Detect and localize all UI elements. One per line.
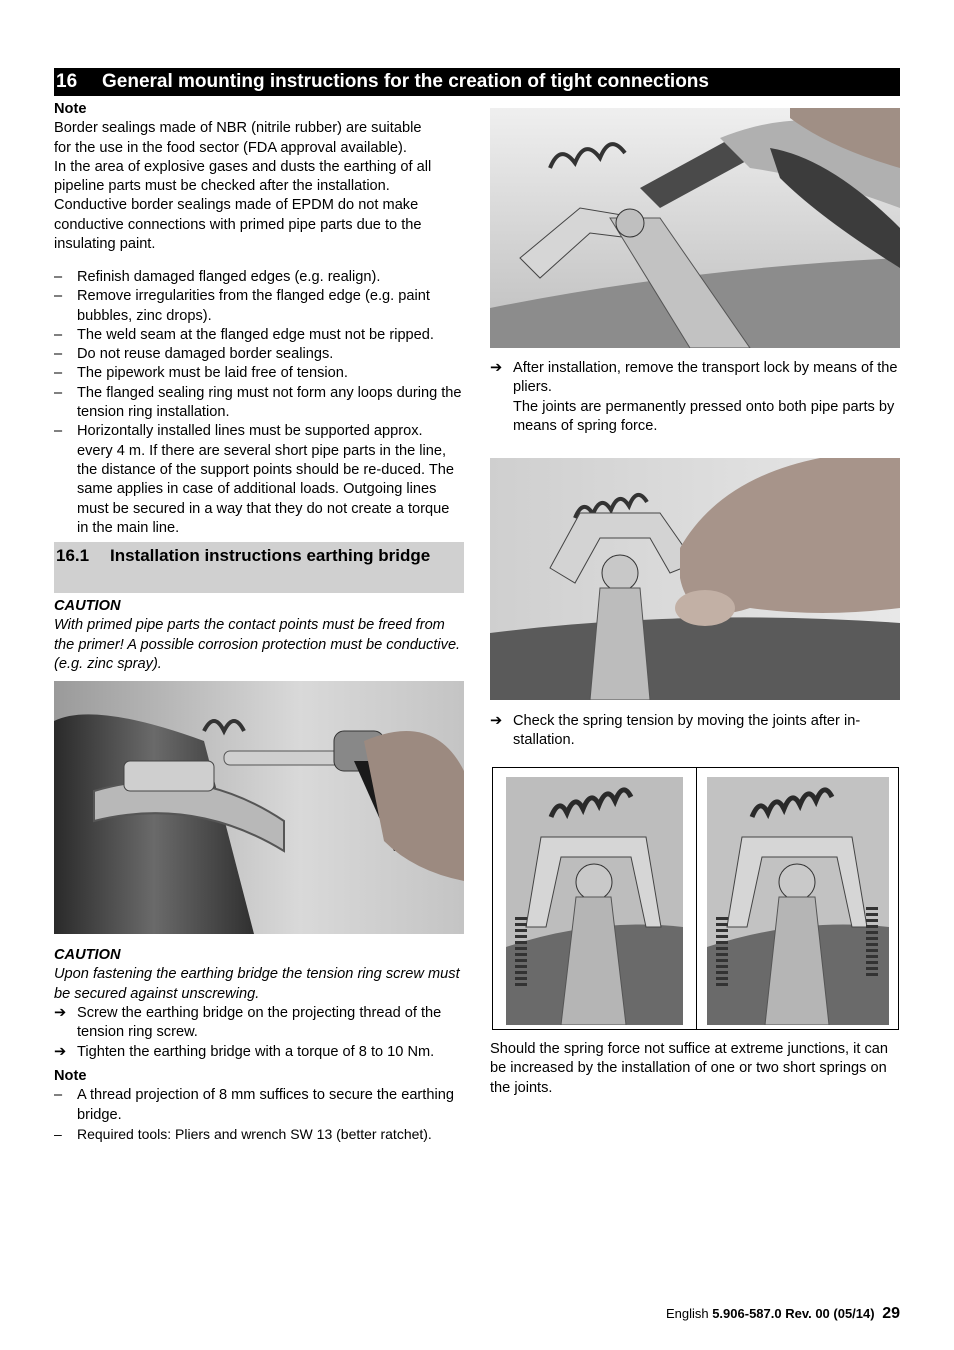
spring-check-photo: [490, 458, 900, 700]
note-block: [54, 1067, 464, 1144]
caution-text: Upon fastening the earthing bridge the tension ring screw must be secured against unscrewing.: [54, 966, 460, 1002]
step-text: Tighten the earthing bridge with a torque of 8 to 10 Nm.: [77, 1043, 435, 1060]
instruction-list: [54, 268, 464, 538]
section-title: General mounting instructions for the creation of tight connections: [102, 71, 709, 92]
closing-paragraph: [490, 1040, 900, 1098]
comparison-photo-panel: [492, 767, 899, 1030]
section-header: [54, 68, 900, 96]
note-line: Border sealings made of NBR (nitrile rubber) are suitable: [54, 120, 422, 137]
page-footer: [666, 1305, 900, 1323]
panel-divider: [696, 768, 697, 1029]
list-item: – The pipework must be laid free of tension.: [54, 364, 464, 383]
ratchet-photo: [54, 681, 464, 934]
footer-language: English: [665, 1306, 709, 1321]
step-list: [490, 359, 900, 436]
joint-photo-left: [506, 777, 683, 1025]
step-extra-text: The joints are permanently pressed onto both pipe parts by means of spring force.: [513, 398, 895, 434]
caution-text: With primed pipe parts the contact points must be freed from the primer! A possible corrosion protection must be conductive. (e.g. zinc spray).: [54, 617, 461, 672]
caution-block: [54, 597, 464, 674]
note-heading: Note: [54, 101, 87, 117]
list-item: – Remove irregularities from the flanged edge (e.g. paint bubbles, zinc drops).: [54, 287, 464, 326]
note-line: In the area of explosive gases and dusts the earthing of all: [54, 158, 432, 175]
note-line: Conductive border sealings made of EPDM do not make: [54, 197, 419, 214]
step-item: [490, 712, 900, 751]
note-line: conductive connections with primed pipe parts due to the: [54, 216, 422, 233]
step-text: Screw the earthing bridge on the projecting thread of the tension ring screw.: [77, 1005, 442, 1041]
arrow-icon: ➔: [54, 1043, 67, 1060]
step-item: [54, 1004, 464, 1043]
list-item: – Horizontally installed lines must be supported approx. every 4 m. If there are several short pipe parts in the line, the distance of the support points should be re-duced. The same applies in case of additional loads. Outgoing lines must be secured in a way that they do not create a torque in the main line.: [54, 422, 464, 538]
step-list: [54, 1004, 464, 1062]
caution-block: [54, 946, 464, 1004]
list-item: – The weld seam at the flanged edge must not be ripped.: [54, 326, 464, 345]
caution-heading: CAUTION: [54, 947, 121, 963]
closing-text: Should the spring force not suffice at extreme junctions, it can be increased by the installation of one or two short springs on the joints.: [490, 1041, 889, 1096]
list-item: – Required tools: Pliers and wrench SW 13 (better ratchet).: [54, 1125, 464, 1144]
subsection-number: 16.1: [56, 546, 90, 565]
step-item: [490, 359, 900, 436]
list-item: – The flanged sealing ring must not form any loops during the tension ring installation.: [54, 384, 464, 423]
list-item: – A thread projection of 8 mm suffices to secure the earthing bridge.: [54, 1086, 464, 1125]
subsection-header: [54, 542, 464, 593]
arrow-icon: ➔: [490, 713, 503, 729]
note-heading: Note: [54, 1068, 87, 1084]
note-line: insulating paint.: [54, 236, 156, 253]
joint-photo-right: [707, 777, 889, 1025]
step-item: [54, 1043, 464, 1062]
subsection-title: Installation instructions earthing bridge: [110, 546, 431, 565]
pliers-photo: [490, 108, 900, 348]
step-text: Check the spring tension by moving the joints after in-stallation.: [513, 713, 861, 749]
page-number: 29: [882, 1305, 900, 1322]
note-line: for the use in the food sector (FDA approval available).: [54, 139, 407, 156]
step-list: [490, 712, 900, 751]
note-block: [54, 100, 464, 254]
note-list: [54, 1086, 464, 1144]
section-number: 16: [56, 71, 78, 92]
arrow-icon: ➔: [54, 1005, 67, 1021]
list-item: – Do not reuse damaged border sealings.: [54, 345, 464, 364]
arrow-icon: ➔: [490, 360, 503, 376]
note-line: pipeline parts must be checked after the installation.: [54, 178, 390, 195]
step-text: After installation, remove the transport lock by means of the pliers.: [513, 360, 898, 396]
list-item: – Refinish damaged flanged edges (e.g. realign).: [54, 268, 464, 287]
footer-document-number: 5.906-587.0 Rev. 00 (05/14): [712, 1306, 875, 1321]
caution-heading: CAUTION: [54, 598, 121, 614]
